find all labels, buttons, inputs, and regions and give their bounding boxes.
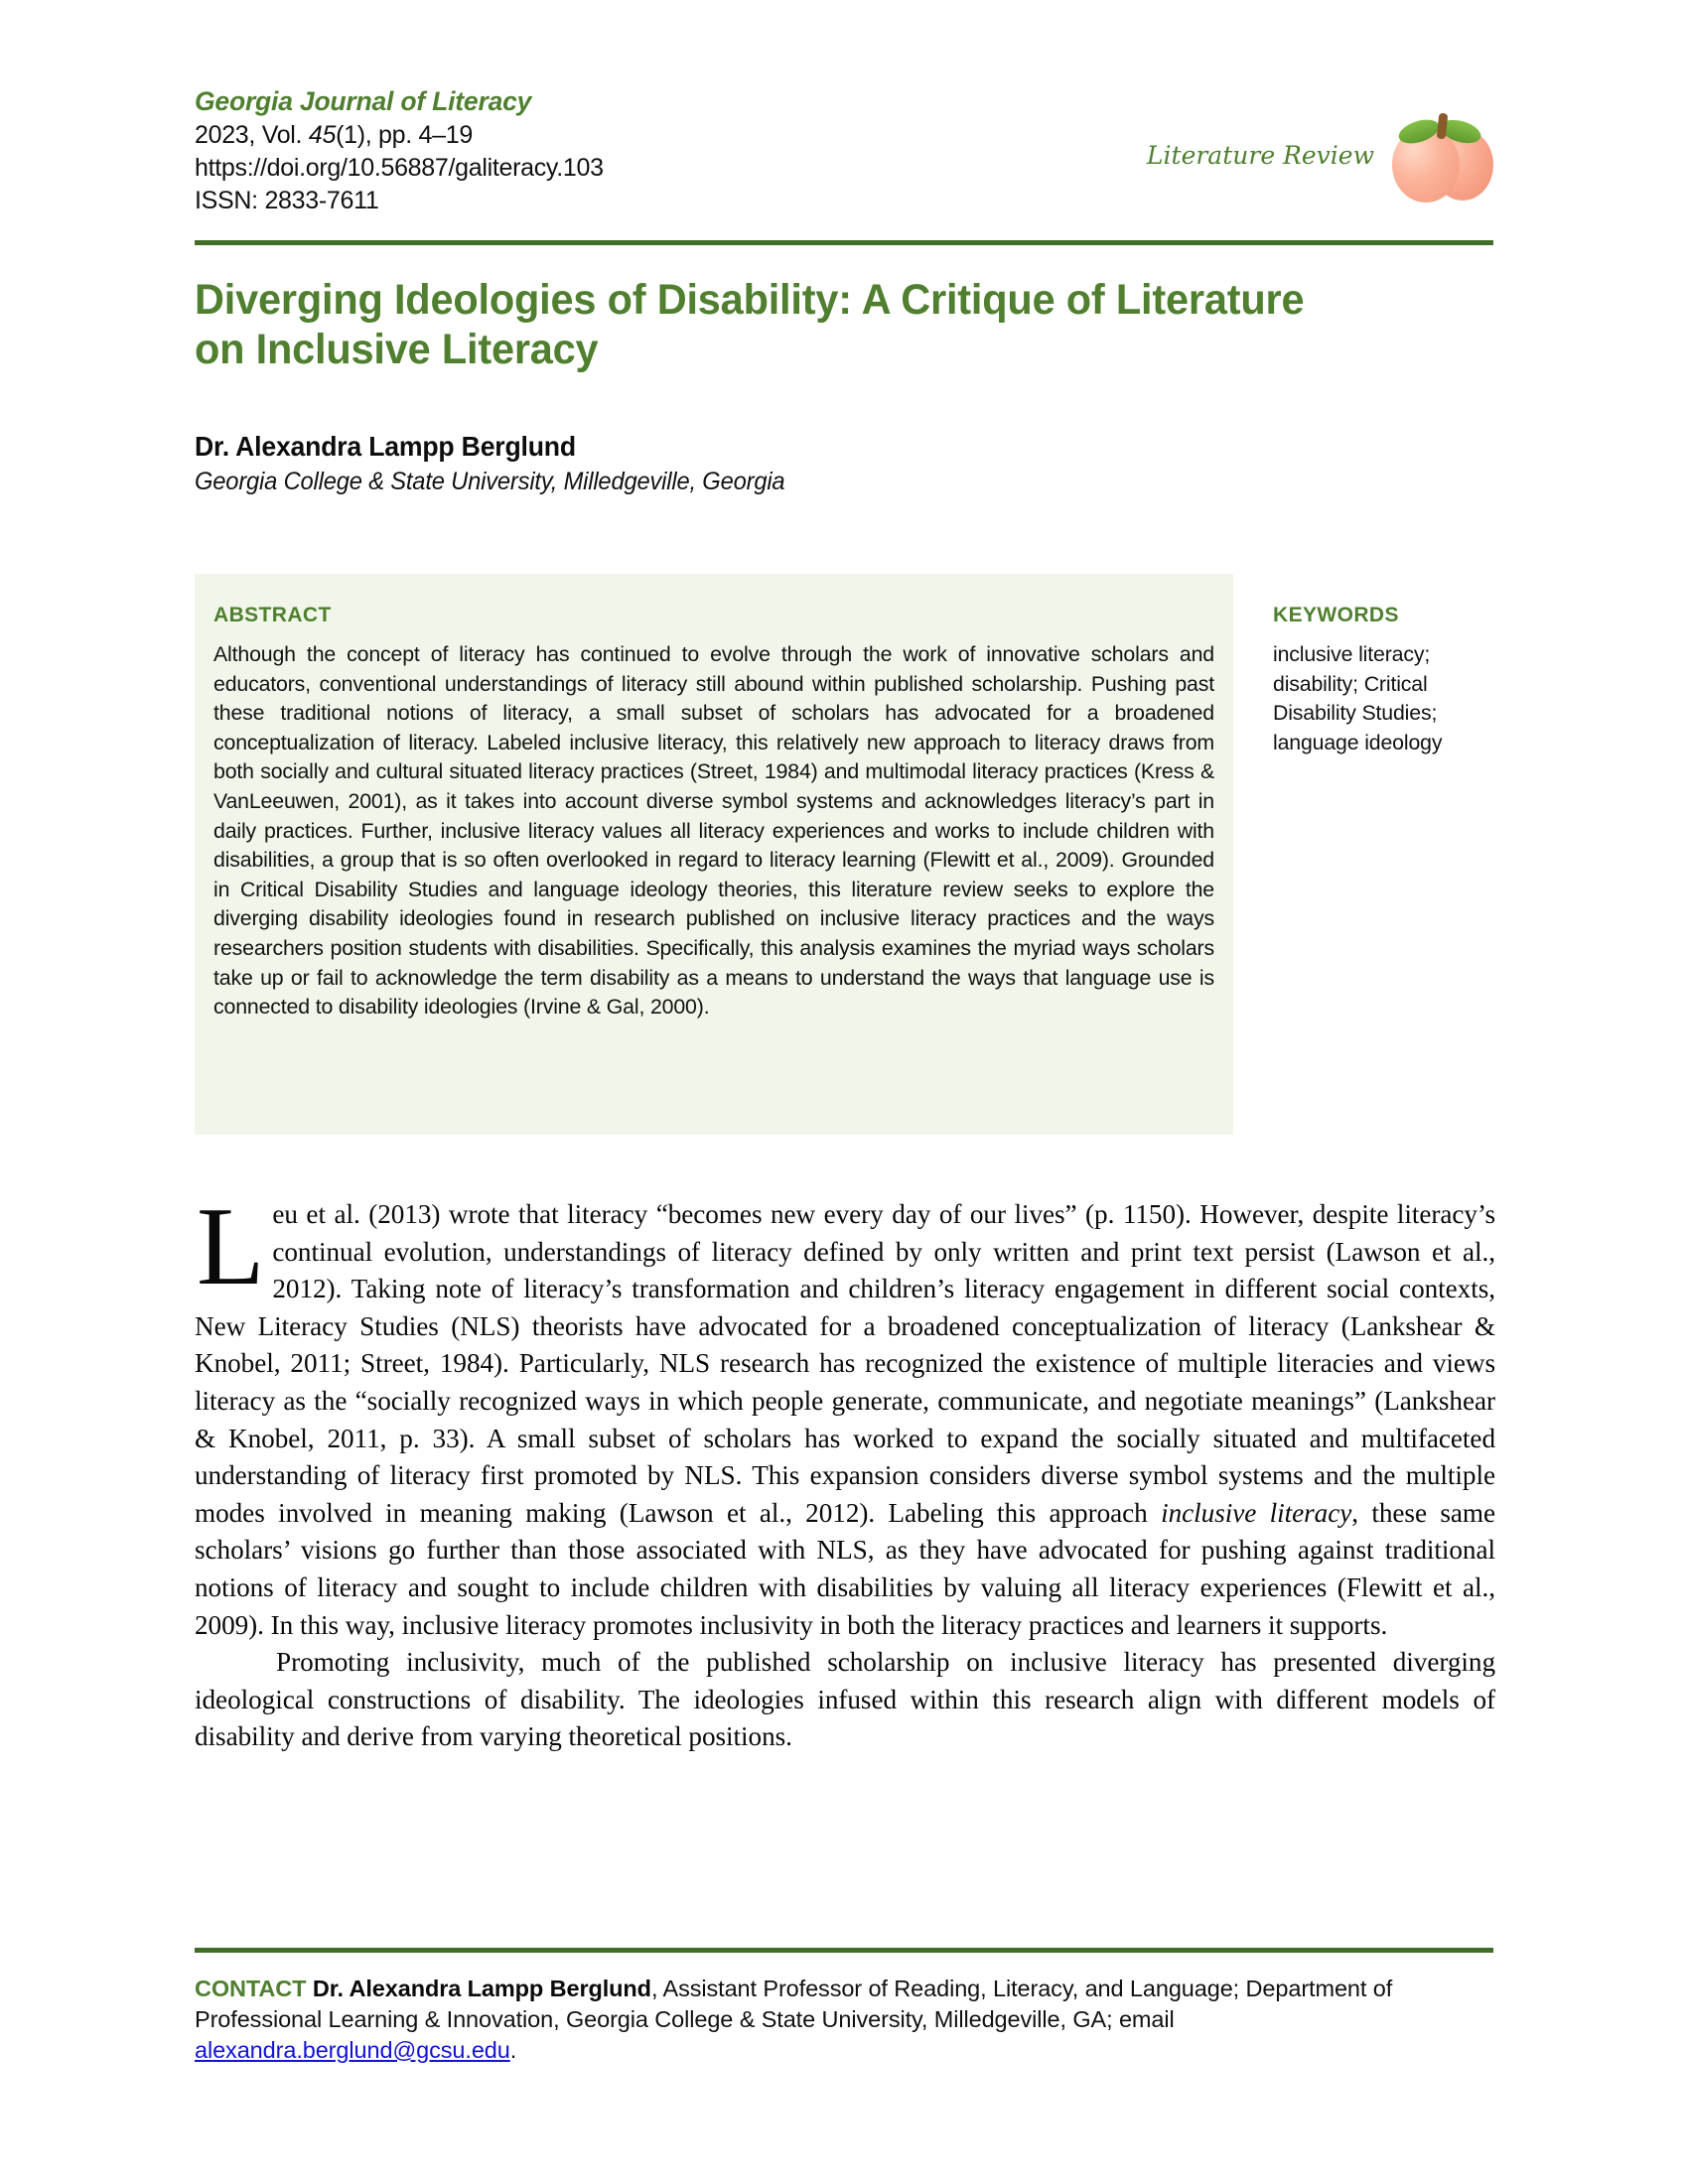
masthead-left bbox=[195, 85, 890, 218]
keywords-text: inclusive literacy; disability; Critical Disability Studies; language ideology bbox=[1273, 642, 1443, 754]
peach-logo-icon bbox=[1384, 103, 1495, 206]
contact-detail: , Assistant Professor of Reading, Literacy, and Language; Department of Professional Learning & Innovation, Georgia College & State University, Milledgeville, GA; email bbox=[195, 1976, 1393, 2032]
doi-line[interactable]: https://doi.org/10.56887/galiteracy.103 bbox=[195, 154, 604, 183]
page-title: Diverging Ideologies of Disability: A Critique of Literature on Inclusive Literacy bbox=[195, 276, 1305, 374]
article-type-badge: Literature Review bbox=[1146, 140, 1374, 170]
body-paragraph-1-emphasis: inclusive literacy bbox=[1161, 1497, 1352, 1528]
issue-suffix: (1), pp. 4–19 bbox=[336, 120, 473, 149]
issue-line bbox=[195, 119, 890, 152]
body-paragraph-1-part-a: eu et al. (2013) wrote that literacy “becomes new every day of our lives” (p. 1150). However, despite literacy’s continual evolution, understandings of literacy defined by only written and print text persist (Lawson et al., 2012). Taking note of literacy’s transformation and children’s literacy engagement in different social contexts, New Literacy Studies (NLS) theorists have advocated for a broadened conceptualization of literacy (Lankshear & Knobel, 2011; Street, 1984). Particularly, NLS research has recognized the existence of multiple literacies and views literacy as the “socially recognized ways in which people generate, communicate, and negotiate meanings” (Lankshear & Knobel, 2011, p. 33). A small subset of scholars has worked to expand the socially situated and multifaceted understanding of literacy first promoted by NLS. This expansion considers diverse symbol systems and the multiple modes involved in meaning making (Lawson et al., 2012). Labeling this approach bbox=[195, 1199, 1495, 1528]
author-affiliation: Georgia College & State University, Milledgeville, Georgia bbox=[195, 468, 785, 495]
drop-cap: L bbox=[197, 1185, 265, 1308]
issue-prefix: 2023, Vol. bbox=[195, 120, 309, 149]
body-paragraph-1-part-b: , these same scholars’ visions go further than those associated with NLS, as they have advocated for pushing against traditional notions of literacy and sought to include children with disabilities by valuing all literacy experiences (Flewitt et al., 2009). In this way, inclusive literacy promotes inclusivity in both the literacy practices and learners it supports. bbox=[195, 1497, 1495, 1640]
body-paragraph-1 bbox=[195, 1185, 1495, 1644]
footer-divider bbox=[195, 1948, 1493, 1953]
journal-title: Georgia Journal of Literacy bbox=[195, 86, 532, 116]
keywords-heading: KEYWORDS bbox=[1273, 604, 1399, 626]
contact-email-link[interactable]: alexandra.berglund@gcsu.edu bbox=[195, 2037, 510, 2063]
abstract-text: Although the concept of literacy has continued to evolve through the work of innovative scholars and educators, conventional understandings of literacy still abound within published scholarship. Pushing past these traditional notions of literacy, a small subset of scholars has advocated for a broadened conceptualization of literacy. Labeled inclusive literacy, this relatively new approach to literacy draws from both socially and cultural situated literacy practices (Street, 1984) and multimodal literacy practices (Kress & VanLeeuwen, 2001), as it takes into account diverse symbol systems and acknowledges literacy’s part in daily practices. Further, inclusive literacy values all literacy experiences and works to include children with disabilities, a group that is so often overlooked in regard to literacy learning (Flewitt et al., 2009). Grounded in Critical Disability Studies and language ideology theories, this literature review seeks to explore the diverging disability ideologies found in research published on inclusive literacy practices and the ways researchers position students with disabilities. Specifically, this analysis examines the myriad ways scholars take up or fail to acknowledge the term disability as a means to understand the ways that language use is connected to disability ideologies (Irvine & Gal, 2000). bbox=[213, 642, 1214, 1020]
contact-note bbox=[195, 1974, 1495, 2066]
header-divider bbox=[195, 240, 1493, 245]
masthead-right bbox=[1147, 103, 1495, 206]
article-body bbox=[195, 1185, 1495, 1756]
author-name: Dr. Alexandra Lampp Berglund bbox=[195, 431, 576, 462]
contact-label: CONTACT bbox=[195, 1976, 307, 2001]
contact-trailing: . bbox=[509, 2037, 517, 2063]
contact-name: Dr. Alexandra Lampp Berglund bbox=[312, 1976, 651, 2001]
masthead bbox=[195, 85, 1495, 218]
issue-volume: 45 bbox=[308, 120, 337, 149]
issn-line: ISSN: 2833-7611 bbox=[195, 187, 379, 215]
abstract-heading: ABSTRACT bbox=[213, 604, 332, 626]
body-paragraph-2: Promoting inclusivity, much of the published scholarship on inclusive literacy has presented diverging ideological constructions of disability. The ideologies infused within this research align with different models of disability and derive from varying theoretical positions. bbox=[195, 1647, 1495, 1752]
